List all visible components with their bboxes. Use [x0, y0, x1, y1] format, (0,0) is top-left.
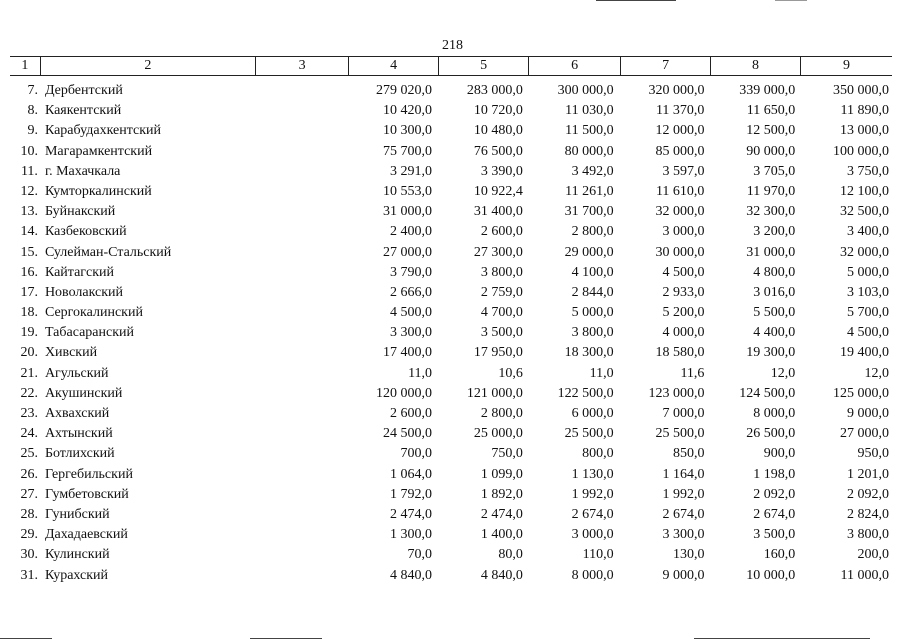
- value-cell-v6: 6 000,0: [571, 406, 614, 421]
- value-cell-v5: 3 390,0: [480, 163, 523, 179]
- value-cell-v8: 4 800,0: [753, 264, 796, 280]
- table-row: [10, 485, 892, 505]
- value-cell-v4: 3 790,0: [390, 264, 433, 280]
- value-cell-v8: 3 200,0: [753, 224, 796, 240]
- table-row: [10, 444, 892, 464]
- district-name: Сергокалинский: [44, 305, 143, 321]
- col3-cell: [267, 465, 344, 485]
- district-name: Гунибский: [44, 506, 110, 522]
- district-name: Гергебильский: [44, 466, 133, 482]
- value-cell-v7: 4 000,0: [662, 325, 705, 341]
- header-col-9: 9: [800, 57, 892, 75]
- value-cell-v5: 4 700,0: [480, 305, 523, 321]
- value-cell-v7: 5 200,0: [662, 305, 705, 321]
- value-cell-v5: 4 840,0: [480, 567, 523, 583]
- col3-cell: [267, 323, 344, 343]
- col3-cell: [267, 101, 344, 121]
- value-cell-v7: 3 597,0: [662, 163, 705, 179]
- value-cell-v8: 32 300,0: [746, 204, 796, 220]
- value-cell-v5: 1 892,0: [480, 486, 523, 502]
- value-cell-v6: 11 261,0: [565, 183, 614, 199]
- district-name: Кайтагский: [44, 264, 115, 280]
- table-row: [10, 101, 892, 121]
- table-row: [10, 283, 892, 303]
- value-cell-v9: 3 800,0: [847, 527, 890, 543]
- value-cell-v9: 9 000,0: [847, 406, 890, 421]
- table-row: [10, 121, 892, 141]
- scan-mark-bottom-left: [0, 638, 52, 639]
- value-cell-v4: 10 553,0: [383, 183, 433, 199]
- value-cell-v6: 3 000,0: [571, 527, 614, 543]
- table-row: [10, 566, 892, 586]
- district-name: Буйнакский: [44, 204, 116, 220]
- value-cell-v4: 24 500,0: [383, 426, 433, 442]
- value-cell-v7: 9 000,0: [662, 567, 705, 583]
- district-name: Табасаранский: [44, 325, 134, 341]
- value-cell-v8: 26 500,0: [746, 426, 796, 442]
- value-cell-v6: 11 500,0: [565, 123, 614, 139]
- value-cell-v4: 700,0: [400, 446, 433, 462]
- value-cell-v5: 17 950,0: [473, 345, 523, 361]
- value-cell-v8: 4 400,0: [753, 325, 796, 341]
- table-row: [10, 505, 892, 525]
- col3-cell: [267, 384, 344, 404]
- row-number: 21.: [20, 365, 38, 381]
- value-cell-v5: 2 600,0: [480, 224, 523, 240]
- header-col-4: 4: [348, 57, 438, 75]
- value-cell-v6: 25 500,0: [564, 426, 614, 442]
- value-cell-v9: 3 400,0: [847, 224, 890, 240]
- value-cell-v9: 13 000,0: [840, 123, 890, 139]
- value-cell-v9: 1 201,0: [847, 466, 890, 482]
- row-number: 16.: [20, 264, 38, 280]
- value-cell-v7: 123 000,0: [648, 385, 705, 401]
- value-cell-v8: 12,0: [770, 365, 796, 381]
- district-name: Казбековский: [44, 224, 127, 240]
- scan-mark-bottom-right: [694, 638, 870, 639]
- value-cell-v4: 2 400,0: [390, 224, 433, 240]
- value-cell-v9: 2 092,0: [847, 486, 890, 502]
- value-cell-v7: 32 000,0: [655, 204, 705, 220]
- value-cell-v8: 19 300,0: [746, 345, 796, 361]
- value-cell-v8: 12 500,0: [746, 123, 796, 139]
- value-cell-v6: 8 000,0: [571, 567, 614, 583]
- row-number: 17.: [20, 284, 38, 300]
- value-cell-v8: 2 092,0: [753, 486, 796, 502]
- value-cell-v9: 3 750,0: [847, 163, 890, 179]
- value-cell-v6: 4 100,0: [571, 264, 614, 280]
- value-cell-v4: 2 666,0: [390, 284, 433, 300]
- value-cell-v8: 90 000,0: [746, 143, 796, 159]
- value-cell-v7: 1 164,0: [662, 466, 705, 482]
- value-cell-v4: 1 064,0: [390, 466, 433, 482]
- district-name: Дербентский: [44, 83, 123, 98]
- value-cell-v4: 17 400,0: [383, 345, 433, 361]
- district-name: Ахтынский: [44, 426, 113, 442]
- value-cell-v4: 279 020,0: [376, 83, 433, 98]
- table-row: [10, 263, 892, 283]
- value-cell-v5: 10,6: [498, 365, 523, 381]
- value-cell-v8: 31 000,0: [746, 244, 796, 260]
- value-cell-v7: 18 580,0: [655, 345, 705, 361]
- value-cell-v7: 3 000,0: [662, 224, 705, 240]
- table-row: [10, 182, 892, 202]
- value-cell-v5: 10 480,0: [473, 123, 523, 139]
- col3-cell: [267, 222, 344, 242]
- value-cell-v7: 3 300,0: [662, 527, 705, 543]
- row-number: 24.: [20, 426, 38, 442]
- value-cell-v9: 12,0: [864, 365, 890, 381]
- row-number: 30.: [20, 547, 38, 563]
- district-name: Гумбетовский: [44, 486, 129, 502]
- table-row: [10, 303, 892, 323]
- row-number: 27.: [20, 486, 38, 502]
- value-cell-v9: 2 824,0: [847, 506, 890, 522]
- col3-cell: [267, 121, 344, 141]
- value-cell-v5: 121 000,0: [466, 385, 523, 401]
- row-number: 29.: [20, 527, 38, 543]
- row-number: 8.: [27, 103, 38, 119]
- page-number: 218: [442, 38, 463, 53]
- district-name: Ахвахский: [44, 406, 110, 421]
- district-name: Агульский: [44, 365, 109, 381]
- row-number: 23.: [20, 406, 38, 421]
- col3-cell: [267, 303, 344, 323]
- header-col-2: 2: [40, 57, 256, 75]
- value-cell-v8: 8 000,0: [753, 406, 796, 421]
- value-cell-v4: 120 000,0: [376, 385, 433, 401]
- value-cell-v5: 2 800,0: [480, 406, 523, 421]
- district-name: Магарамкентский: [44, 143, 153, 159]
- value-cell-v6: 1 130,0: [571, 466, 614, 482]
- scan-mark-top-right: [775, 0, 807, 1]
- scan-mark-top: [596, 0, 676, 1]
- value-cell-v6: 2 844,0: [571, 284, 614, 300]
- col3-cell: [267, 202, 344, 222]
- table-row: [10, 364, 892, 384]
- header-col-1: 1: [21, 58, 29, 73]
- value-cell-v7: 850,0: [672, 446, 705, 462]
- value-cell-v8: 124 500,0: [739, 385, 796, 401]
- value-cell-v8: 2 674,0: [753, 506, 796, 522]
- value-cell-v6: 2 800,0: [571, 224, 614, 240]
- value-cell-v5: 27 300,0: [473, 244, 523, 260]
- header-col-8: 8: [710, 57, 800, 75]
- value-cell-v9: 19 400,0: [840, 345, 890, 361]
- row-number: 31.: [20, 567, 38, 583]
- header-col-6: 6: [528, 57, 620, 75]
- value-cell-v4: 1 300,0: [390, 527, 433, 543]
- value-cell-v6: 5 000,0: [571, 305, 614, 321]
- value-cell-v8: 900,0: [763, 446, 796, 462]
- value-cell-v9: 27 000,0: [840, 426, 890, 442]
- value-cell-v5: 31 400,0: [473, 204, 523, 220]
- col3-cell: [267, 243, 344, 263]
- value-cell-v4: 4 500,0: [390, 305, 433, 321]
- value-cell-v4: 3 300,0: [390, 325, 433, 341]
- value-cell-v9: 950,0: [857, 446, 890, 462]
- row-number: 28.: [20, 506, 38, 522]
- district-name: Ботлихский: [44, 446, 115, 462]
- district-name: Сулейман-Стальский: [44, 244, 172, 260]
- value-cell-v9: 12 100,0: [840, 183, 890, 199]
- table-row: [10, 465, 892, 485]
- table-header: [10, 56, 892, 76]
- value-cell-v9: 11 890,0: [840, 103, 890, 119]
- value-cell-v5: 76 500,0: [473, 143, 523, 159]
- header-col-7: 7: [620, 57, 710, 75]
- row-number: 25.: [20, 446, 38, 462]
- value-cell-v4: 75 700,0: [383, 143, 433, 159]
- col3-cell: [267, 182, 344, 202]
- value-cell-v9: 4 500,0: [847, 325, 890, 341]
- value-cell-v8: 3 500,0: [753, 527, 796, 543]
- value-cell-v9: 350 000,0: [833, 83, 890, 98]
- value-cell-v5: 750,0: [491, 446, 523, 462]
- col3-cell: [267, 566, 344, 586]
- value-cell-v5: 2 474,0: [480, 506, 523, 522]
- table-row: [10, 384, 892, 404]
- value-cell-v6: 18 300,0: [564, 345, 614, 361]
- value-cell-v6: 31 700,0: [564, 204, 614, 220]
- col3-cell: [267, 485, 344, 505]
- value-cell-v9: 5 700,0: [847, 305, 890, 321]
- table-row: [10, 162, 892, 182]
- value-cell-v9: 125 000,0: [833, 385, 890, 401]
- value-cell-v9: 5 000,0: [847, 264, 890, 280]
- col3-cell: [267, 162, 344, 182]
- value-cell-v6: 3 492,0: [571, 163, 614, 179]
- value-cell-v9: 32 000,0: [840, 244, 890, 260]
- value-cell-v7: 12 000,0: [655, 123, 705, 139]
- value-cell-v7: 1 992,0: [662, 486, 705, 502]
- row-number: 19.: [20, 325, 38, 341]
- district-name: Новолакский: [44, 284, 124, 300]
- value-cell-v6: 80 000,0: [564, 143, 614, 159]
- table-row: [10, 222, 892, 242]
- col3-cell: [267, 364, 344, 384]
- header-col-3: 3: [255, 57, 348, 75]
- value-cell-v6: 11,0: [589, 365, 614, 381]
- row-number: 12.: [20, 183, 38, 199]
- value-cell-v7: 7 000,0: [662, 406, 705, 421]
- value-cell-v4: 31 000,0: [383, 204, 433, 220]
- table-body: [10, 81, 892, 586]
- value-cell-v7: 130,0: [672, 547, 705, 563]
- value-cell-v4: 2 474,0: [390, 506, 433, 522]
- value-cell-v7: 2 674,0: [662, 506, 705, 522]
- value-cell-v8: 5 500,0: [753, 305, 796, 321]
- table-row: [10, 545, 892, 565]
- value-cell-v7: 85 000,0: [655, 143, 705, 159]
- value-cell-v5: 3 500,0: [480, 325, 523, 341]
- col3-cell: [267, 81, 344, 101]
- row-number: 10.: [20, 143, 38, 159]
- value-cell-v8: 3 016,0: [753, 284, 796, 300]
- value-cell-v6: 29 000,0: [564, 244, 614, 260]
- district-name: Хивский: [44, 345, 98, 361]
- district-name: г. Махачкала: [44, 163, 121, 179]
- value-cell-v7: 4 500,0: [662, 264, 705, 280]
- value-cell-v8: 10 000,0: [746, 567, 796, 583]
- col3-cell: [267, 343, 344, 363]
- district-name: Акушинский: [44, 385, 123, 401]
- col3-cell: [267, 404, 344, 424]
- value-cell-v6: 3 800,0: [571, 325, 614, 341]
- col3-cell: [267, 505, 344, 525]
- table-row: [10, 404, 892, 424]
- value-cell-v4: 3 291,0: [390, 163, 433, 179]
- col3-cell: [267, 263, 344, 283]
- district-name: Каякентский: [44, 103, 122, 119]
- col3-cell: [267, 424, 344, 444]
- value-cell-v4: 1 792,0: [390, 486, 433, 502]
- district-name: Кумторкалинский: [44, 183, 152, 199]
- value-cell-v8: 1 198,0: [753, 466, 796, 482]
- table-row: [10, 202, 892, 222]
- district-name: Кулинский: [44, 547, 110, 563]
- value-cell-v5: 10 922,4: [473, 183, 523, 199]
- col3-cell: [267, 142, 344, 162]
- value-cell-v7: 30 000,0: [655, 244, 705, 260]
- row-number: 20.: [20, 345, 38, 361]
- district-name: Карабудахкентский: [44, 123, 162, 139]
- value-cell-v7: 11 370,0: [655, 103, 705, 119]
- header-col-5: 5: [438, 57, 528, 75]
- value-cell-v6: 110,0: [582, 547, 614, 563]
- value-cell-v9: 11 000,0: [840, 567, 890, 583]
- row-number: 9.: [27, 123, 38, 139]
- value-cell-v6: 300 000,0: [557, 83, 614, 98]
- value-cell-v4: 2 600,0: [390, 406, 433, 421]
- row-number: 14.: [20, 224, 38, 240]
- value-cell-v8: 3 705,0: [753, 163, 796, 179]
- value-cell-v4: 10 300,0: [383, 123, 433, 139]
- value-cell-v8: 160,0: [763, 547, 796, 563]
- col3-cell: [267, 444, 344, 464]
- col3-cell: [267, 283, 344, 303]
- value-cell-v6: 11 030,0: [565, 103, 614, 119]
- row-number: 13.: [20, 204, 38, 220]
- value-cell-v6: 122 500,0: [557, 385, 614, 401]
- value-cell-v5: 2 759,0: [480, 284, 523, 300]
- scan-mark-bottom-mid: [250, 638, 322, 639]
- value-cell-v6: 800,0: [582, 446, 614, 462]
- value-cell-v7: 25 500,0: [655, 426, 705, 442]
- value-cell-v7: 320 000,0: [648, 83, 705, 98]
- value-cell-v8: 11 650,0: [746, 103, 796, 119]
- value-cell-v9: 3 103,0: [847, 284, 890, 300]
- value-cell-v8: 339 000,0: [739, 83, 796, 98]
- value-cell-v4: 10 420,0: [383, 103, 433, 119]
- value-cell-v6: 1 992,0: [571, 486, 614, 502]
- value-cell-v4: 4 840,0: [390, 567, 433, 583]
- table-row: [10, 323, 892, 343]
- value-cell-v4: 27 000,0: [383, 244, 433, 260]
- row-number: 26.: [20, 466, 38, 482]
- value-cell-v6: 2 674,0: [571, 506, 614, 522]
- district-name: Курахский: [44, 567, 109, 583]
- table-row: [10, 424, 892, 444]
- row-number: 15.: [20, 244, 38, 260]
- value-cell-v5: 10 720,0: [473, 103, 523, 119]
- col3-cell: [267, 545, 344, 565]
- value-cell-v9: 32 500,0: [840, 204, 890, 220]
- value-cell-v4: 70,0: [407, 547, 433, 563]
- value-cell-v4: 11,0: [408, 365, 433, 381]
- value-cell-v9: 200,0: [857, 547, 890, 563]
- table-row: [10, 81, 892, 101]
- table-row: [10, 343, 892, 363]
- table-row: [10, 243, 892, 263]
- table-row: [10, 142, 892, 162]
- value-cell-v5: 25 000,0: [473, 426, 523, 442]
- value-cell-v5: 1 099,0: [480, 466, 523, 482]
- col3-cell: [267, 525, 344, 545]
- district-name: Дахадаевский: [44, 527, 128, 543]
- value-cell-v7: 11,6: [680, 365, 705, 381]
- value-cell-v7: 2 933,0: [662, 284, 705, 300]
- value-cell-v5: 80,0: [498, 547, 523, 563]
- value-cell-v5: 283 000,0: [466, 83, 523, 98]
- table-row: [10, 525, 892, 545]
- row-number: 22.: [20, 385, 38, 401]
- row-number: 7.: [27, 83, 38, 98]
- value-cell-v8: 11 970,0: [746, 183, 796, 199]
- value-cell-v9: 100 000,0: [833, 143, 890, 159]
- row-number: 11.: [20, 163, 38, 179]
- value-cell-v5: 3 800,0: [480, 264, 523, 280]
- value-cell-v5: 1 400,0: [480, 527, 523, 543]
- row-number: 18.: [20, 305, 38, 321]
- value-cell-v7: 11 610,0: [655, 183, 705, 199]
